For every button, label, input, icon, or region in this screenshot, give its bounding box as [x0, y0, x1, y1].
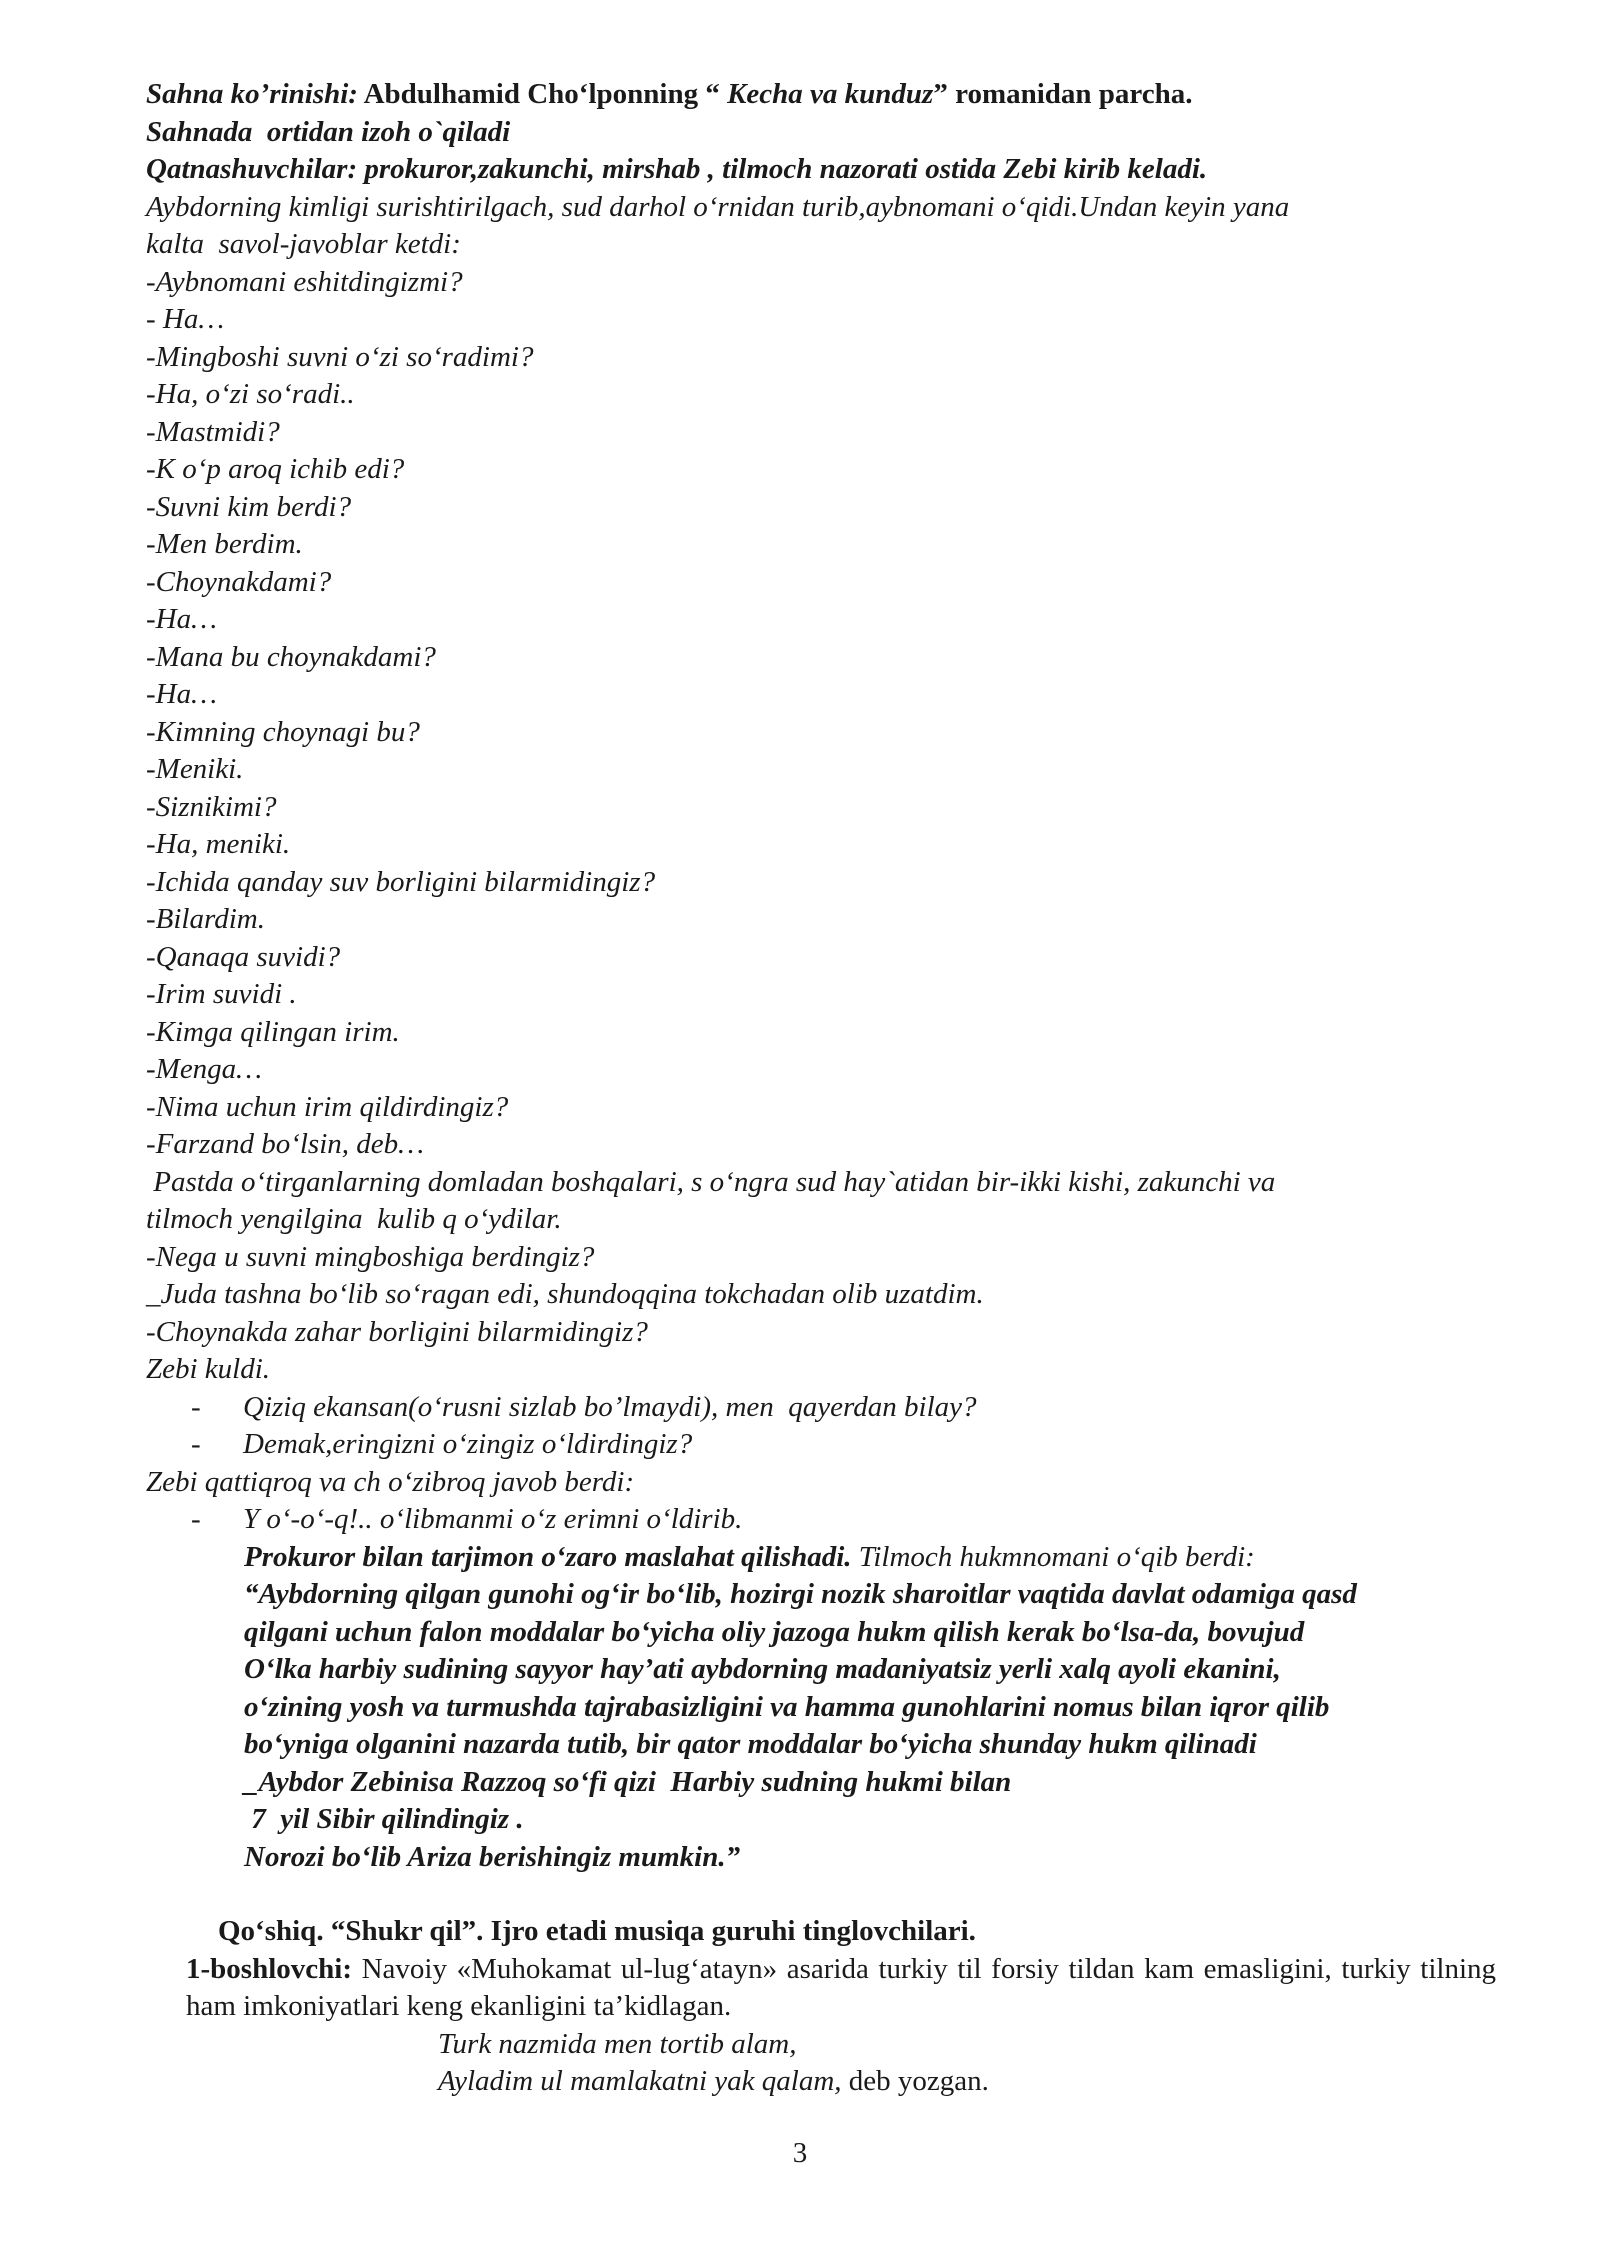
scene-heading	[146, 76, 1496, 114]
scene-title-b: ” romanidan parcha.	[933, 78, 1193, 110]
dialogue-line: -Ha…	[146, 603, 217, 635]
scene-label: Sahna ko’rinishi:	[146, 78, 358, 110]
verse-line	[146, 2063, 1496, 2101]
dialogue-line: -Choynakda zahar borligini bilarmidingiz?	[146, 1315, 648, 1348]
dialogue	[146, 189, 1496, 1389]
host-text: Navoiy «Muhokamat ul-lug‘atayn» asarida turkiy til forsiy tildan kam emasligini, turkiy tilning ham imkoniyatlari keng ekanligini ta’kidlagan.	[186, 1952, 1496, 2022]
dialogue-line: -Mingboshi suvni o‘zi so‘radimi?	[146, 340, 534, 373]
dialogue-line: -Suvni kim berdi?	[146, 490, 352, 523]
dialogue-line: Aybdorning kimligi surishtirilgach, sud darhol o‘rnidan turib,aybnomani o‘qidi.Undan keyin yana	[146, 190, 1290, 223]
verse-rest: deb yozgan.	[841, 2065, 989, 2097]
participants: Qatnashuvchilar: prokuror,zakunchi, mirshab , tilmoch nazorati ostida Zebi kirib keladi.	[146, 153, 1208, 185]
bullet-dash: -	[191, 1503, 201, 1535]
dialogue-line: _Juda tashna bo‘lib so‘ragan edi, shundoqqina tokchadan olib uzatdim.	[146, 1278, 984, 1310]
dialogue-line: -Siznikimi?	[146, 790, 277, 823]
verdict-intro-bold: Prokuror bilan tarjimon o‘zaro maslahat qilishadi.	[244, 1540, 852, 1573]
bullet-list	[146, 1389, 1496, 1464]
verse-line: Turk nazmida men tortib alam,	[438, 2027, 797, 2060]
bullet-text: Y o‘-o‘-q!.. o‘libmanmi o‘z erimni o‘ldirib.	[243, 1503, 743, 1535]
dialogue-line: -Kimning choynagi bu?	[146, 715, 420, 748]
dialogue-line: -Irim suvidi .	[146, 978, 297, 1010]
dialogue-line: -K o‘p aroq ichib edi?	[146, 453, 405, 485]
dialogue-line: -Ichida qanday suv borligini bilarmidingiz?	[146, 865, 656, 898]
dialogue-line: -Mana bu choynakdami?	[146, 640, 436, 673]
dialogue-line: Zebi kuldi.	[146, 1353, 271, 1385]
verdict-line: o‘zining yosh va turmushda tajrabasizligini va hamma gunohlarini nomus bilan iqror qilib	[244, 1690, 1330, 1723]
verdict-block	[146, 1539, 1496, 1877]
dialogue-line: -Choynakdami?	[146, 565, 332, 598]
verdict-intro	[244, 1539, 1496, 1577]
dialogue-line: -Kimga qilingan irim.	[146, 1015, 400, 1048]
dialogue-line: -Farzand bo‘lsin, deb…	[146, 1128, 424, 1160]
dialogue-line: -Ha…	[146, 678, 217, 710]
dialogue-line: - Ha…	[146, 303, 225, 335]
scene-title-a: Abdulhamid Cho‘lponning “	[357, 78, 728, 110]
verse-italic: Ayladim ul mamlakatni yak qalam,	[438, 2065, 842, 2097]
bullet-dash: -	[191, 1428, 201, 1460]
dialogue-line: -Men berdim.	[146, 528, 303, 560]
host-paragraph	[146, 1951, 1496, 2026]
verdict-line: O‘lka harbiy sudining sayyor hay’ati aybdorning madaniyatsiz yerli xalq ayoli ekanini,	[244, 1653, 1281, 1685]
novel-title: Kecha va kunduz	[727, 78, 934, 110]
dialogue-line: kalta savol-javoblar ketdi:	[146, 228, 461, 260]
verdict-line: 7 yil Sibir qilindingiz .	[244, 1803, 524, 1835]
verdict-line: “Aybdorning qilgan gunohi og‘ir bo‘lib, hozirgi nozik sharoitlar vaqtida davlat odamiga qasd	[244, 1578, 1357, 1610]
dialogue-line: -Meniki.	[146, 753, 244, 785]
verdict-line: bo‘yniga olganini nazarda tutib, bir qator moddalar bo‘yicha shunday hukm qilinadi	[244, 1728, 1257, 1760]
verdict-intro-rest: Tilmoch hukmnomani o‘qib berdi:	[851, 1540, 1255, 1573]
host-label: 1-boshlovchi:	[186, 1952, 352, 1985]
page-number: 3	[792, 2137, 808, 2169]
verdict-line: Norozi bo‘lib Ariza berishingiz mumkin.”	[244, 1840, 741, 1873]
stage-note: Sahnada ortidan izoh o`qiladi	[146, 115, 511, 148]
dialogue-line: tilmoch yengilgina kulib q o‘ydilar.	[146, 1203, 562, 1235]
dialogue-line: -Nega u suvni mingboshiga berdingiz?	[146, 1240, 595, 1273]
verdict-line: qilgani uchun falon moddalar bo‘yicha oliy jazoga hukm qilish kerak bo‘lsa-da, bovujud	[244, 1615, 1305, 1648]
bullet-item	[146, 1426, 1496, 1464]
dialogue-line: -Aybnomani eshitdingizmi?	[146, 265, 463, 298]
bullet-item	[146, 1501, 1496, 1539]
dialogue-line: -Qanaqa suvidi?	[146, 940, 341, 973]
dialogue-line: -Bilardim.	[146, 903, 265, 935]
bullet-text: Demak,eringizni o‘zingiz o‘ldirdingiz?	[243, 1428, 693, 1460]
bullet-dash: -	[191, 1390, 201, 1423]
dialogue-line: -Mastmidi?	[146, 415, 280, 448]
document-page	[146, 76, 1496, 2101]
dialogue-line: -Ha, meniki.	[146, 828, 291, 860]
spacer	[146, 1876, 1496, 1913]
dialogue-line: -Ha, o‘zi so‘radi..	[146, 378, 355, 410]
bullet-text: Qiziq ekansan(o‘rusni sizlab bo’lmaydi), men qayerdan bilay?	[243, 1390, 977, 1423]
zebi-answer: Zebi qattiqroq va ch o‘zibroq javob berdi:	[146, 1465, 635, 1498]
bullet-item	[146, 1389, 1496, 1427]
dialogue-line: -Nima uchun irim qildirdingiz?	[146, 1090, 509, 1123]
dialogue-line: Pastda o‘tirganlarning domladan boshqalari, s o‘ngra sud hay`atidan bir-ikki kishi, zakunchi va	[146, 1165, 1276, 1198]
dialogue-line: -Menga…	[146, 1053, 262, 1085]
verdict-line: _Aybdor Zebinisa Razzoq so‘fi qizi Harbiy sudning hukmi bilan	[244, 1765, 1012, 1798]
song-heading: Qo‘shiq. “Shukr qil”. Ijro etadi musiqa guruhi tinglovchilari.	[218, 1915, 976, 1947]
